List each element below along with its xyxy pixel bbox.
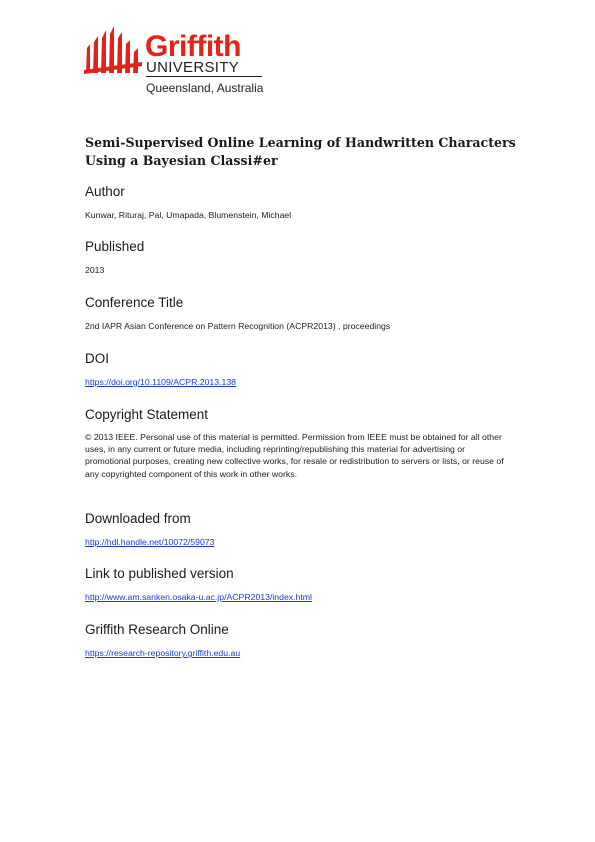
griffith-logo [84, 26, 274, 98]
downloaded-section [85, 511, 525, 548]
downloaded-link[interactable]: http://hdl.handle.net/10072/59073 [85, 537, 215, 547]
published-heading: Published [85, 239, 145, 254]
conference-value: 2nd IAPR Asian Conference on Pattern Recognition (ACPR2013) , proceedings [85, 321, 391, 331]
griffith-flame-logo-icon [84, 26, 144, 74]
document-title: Semi-Supervised Online Learning of Handwritten Characters Using a Bayesian Classi#er [85, 135, 516, 168]
doi-section [85, 351, 525, 388]
doi-heading: DOI [85, 351, 110, 366]
conference-heading: Conference Title [85, 295, 184, 310]
downloaded-heading: Downloaded from [85, 511, 191, 526]
copyright-section [85, 407, 525, 480]
logo-location: Queensland, Australia [146, 81, 264, 95]
published-value: 2013 [85, 265, 105, 275]
repository-link[interactable]: https://research-repository.griffith.edu.au [85, 648, 241, 658]
doi-link[interactable]: https://doi.org/10.1109/ACPR.2013.138 [85, 377, 237, 387]
copyright-heading: Copyright Statement [85, 407, 209, 422]
published-version-link[interactable]: http://www.am.sanken.osaka-u.ac.jp/ACPR2013/index.html [85, 592, 312, 602]
author-heading: Author [85, 184, 125, 199]
repository-section [85, 622, 525, 659]
logo-wordmark: Griffith [145, 30, 241, 63]
published-section [85, 239, 525, 276]
published-version-heading: Link to published version [85, 566, 234, 581]
logo-university: UNIVERSITY [146, 59, 240, 76]
repository-heading: Griffith Research Online [85, 622, 229, 637]
published-version-section [85, 566, 525, 603]
copyright-value: © 2013 IEEE. Personal use of this material is permitted. Permission from IEEE must be obtained for all other uses, in any current or future media, including reprinting/republishing this material for advertising or promotional purposes, creating new collective works, for resale or redistribution to servers or lists, or reuse of any copyrighted component of this work in other works. [85, 432, 504, 479]
conference-section [85, 295, 525, 332]
author-section [85, 184, 525, 221]
author-value: Kunwar, Rituraj, Pal, Umapada, Blumenstein, Michael [85, 210, 292, 220]
logo-divider [146, 76, 262, 77]
